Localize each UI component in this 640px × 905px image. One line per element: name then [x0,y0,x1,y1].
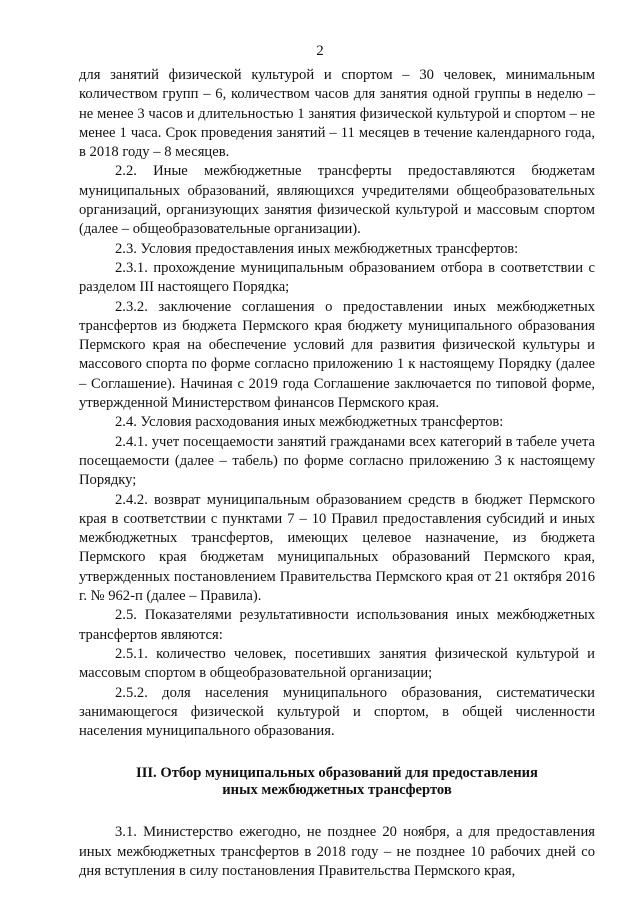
paragraph-continuation: для занятий физической культурой и спортом – 30 человек, минимальным количеством групп – 6, количеством часов для занятия одной группы в неделю – не менее 3 часов и длительностью 1 занятия физической культурой и спортом – не менее 1 часа. Срок проведения занятий – 11 месяцев в течение календарного года, в 2018 году – 8 месяцев. [79,67,595,161]
page-number: 2 [316,43,324,59]
paragraph-2-4-2: 2.4.2. возврат муниципальным образованием средств в бюджет Пермского края в соответствии с пунктами 7 – 10 Правил предоставления субсидий и иных межбюджетных трансфертов, имеющих целевое назначение, из бюджета Пермского края бюджетам муниципальных образований Пермского края, утвержденных постановлением Правительства Пермского края от 21 октября 2016 г. № 962-п (далее – Правила). [79,491,595,605]
paragraph-2-3: 2.3. Условия предоставления иных межбюджетных трансфертов: [115,240,519,257]
document-body [79,66,595,881]
paragraph-2-5-1: 2.5.1. количество человек, посетивших занятия физической культурой и массовым спортом в общеобразовательной организации; [79,645,595,682]
section-heading-line-2: иных межбюджетных трансфертов [222,782,452,799]
paragraph-2-4: 2.4. Условия расходования иных межбюджетных трансфертов: [115,414,504,431]
paragraph-3-1: 3.1. Министерство ежегодно, не позднее 20 ноября, а для предоставления иных межбюджетных трансфертов в 2018 году – не позднее 10 рабочих дней со дня вступления в силу постановления Правительства Пермского края, [79,824,595,879]
paragraph-2-5: 2.5. Показателями результативности использования иных межбюджетных трансфертов являются: [79,607,595,643]
paragraph-2-4-1: 2.4.1. учет посещаемости занятий гражданами всех категорий в табеле учета посещаемости (далее – табель) по форме согласно приложению 3 к настоящему Порядку; [79,433,595,489]
paragraph-2-3-2: 2.3.2. заключение соглашения о предоставлении иных межбюджетных трансфертов из бюджета Пермского края бюджету муниципального образования Пермского края на обеспечение условий для развития физической культуры и массового спорта по форме согласно приложению 1 к настоящему Порядку (далее – Соглашение). Начиная с 2019 года Соглашение заключается по типовой форме, утвержденной Министерством финансов Пермского края. [79,298,595,412]
section-heading [79,765,595,799]
section-heading-line-1: III. Отбор муниципальных образований для предоставления [136,765,538,782]
paragraph-2-5-2: 2.5.2. доля населения муниципального образования, систематически занимающегося физической культурой и спортом, в общей численности населения муниципального образования. [79,684,595,740]
paragraph-2-2: 2.2. Иные межбюджетные трансферты предоставляются бюджетам муниципальных образований, являющихся учредителями общеобразовательных организаций, организующих занятия физической культурой и массовым спортом (далее – общеобразовательные организации). [79,163,595,238]
paragraph-2-3-1: 2.3.1. прохождение муниципальным образованием отбора в соответствии с разделом III настоящего Порядка; [79,259,595,296]
paragraphs-after-section [79,823,595,881]
paragraphs-before-section [79,66,595,741]
